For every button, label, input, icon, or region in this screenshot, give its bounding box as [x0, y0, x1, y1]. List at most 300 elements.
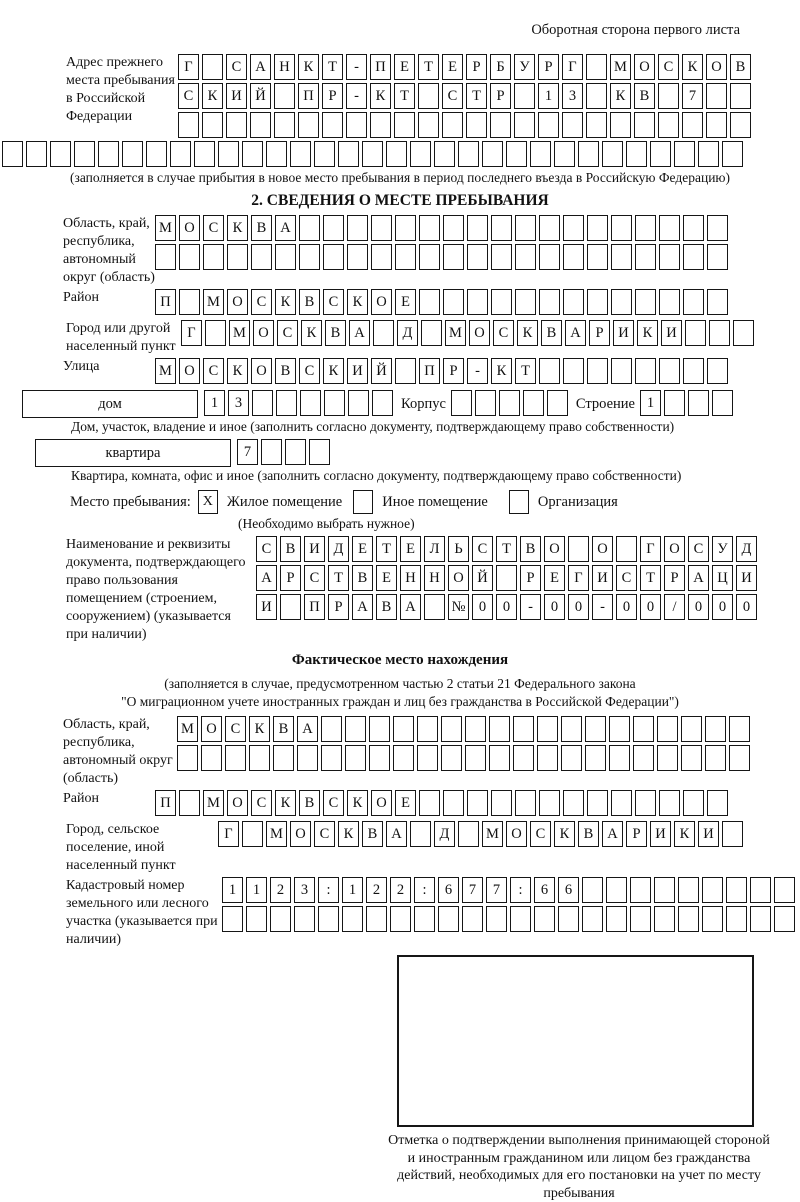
char-cell: А — [386, 821, 407, 847]
char-cell — [395, 244, 416, 270]
char-cell: 2 — [366, 877, 387, 903]
char-cell: 0 — [688, 594, 709, 620]
char-cell — [611, 790, 632, 816]
char-cell: О — [253, 320, 274, 346]
char-cell — [323, 244, 344, 270]
char-cell: 0 — [568, 594, 589, 620]
char-cell — [514, 83, 535, 109]
char-cell — [321, 716, 342, 742]
char-cell — [683, 244, 704, 270]
stay-type-option-other-premises: Иное помещение — [382, 493, 488, 510]
char-cell — [750, 906, 771, 932]
char-cell: К — [298, 54, 319, 80]
char-cell: И — [256, 594, 277, 620]
char-cell — [674, 141, 695, 167]
char-cell — [539, 215, 560, 241]
char-cell: О — [290, 821, 311, 847]
char-cell — [370, 112, 391, 138]
char-cell — [515, 215, 536, 241]
char-cell: Е — [400, 536, 421, 562]
char-cell — [635, 215, 656, 241]
char-cell — [626, 141, 647, 167]
char-cell: Г — [562, 54, 583, 80]
char-cell: Е — [442, 54, 463, 80]
char-cell — [558, 906, 579, 932]
previous-address-group — [0, 54, 800, 141]
char-cell — [467, 790, 488, 816]
char-cell — [202, 54, 223, 80]
char-cell — [707, 790, 728, 816]
char-cell: А — [352, 594, 373, 620]
char-cell: В — [273, 716, 294, 742]
char-cell — [611, 358, 632, 384]
char-cell — [458, 821, 479, 847]
previous-address-row-1 — [178, 54, 754, 80]
char-cell — [270, 906, 291, 932]
char-cell: К — [249, 716, 270, 742]
char-cell — [730, 83, 751, 109]
char-cell: М — [203, 790, 224, 816]
char-cell: К — [370, 83, 391, 109]
char-cell: 6 — [438, 877, 459, 903]
char-cell — [205, 320, 226, 346]
char-cell: С — [658, 54, 679, 80]
char-cell: М — [229, 320, 250, 346]
char-cell — [681, 745, 702, 771]
char-cell — [774, 906, 795, 932]
char-cell — [434, 141, 455, 167]
char-cell: - — [346, 83, 367, 109]
char-cell: Т — [376, 536, 397, 562]
char-cell — [299, 215, 320, 241]
char-cell — [482, 141, 503, 167]
char-cell: О — [201, 716, 222, 742]
char-cell — [722, 141, 743, 167]
char-cell — [633, 716, 654, 742]
cadastre-group — [0, 877, 800, 949]
char-cell: К — [227, 358, 248, 384]
char-cell: 1 — [538, 83, 559, 109]
char-cell — [616, 536, 637, 562]
char-cell — [273, 745, 294, 771]
char-cell — [201, 745, 222, 771]
actual-district-label: Район — [63, 791, 99, 806]
char-cell: Е — [395, 790, 416, 816]
char-cell: 1 — [640, 390, 661, 416]
char-cell: С — [178, 83, 199, 109]
apartment-cells — [237, 439, 333, 465]
char-cell: О — [544, 536, 565, 562]
char-cell — [386, 141, 407, 167]
char-cell — [299, 244, 320, 270]
char-cell — [227, 244, 248, 270]
char-cell: П — [155, 289, 176, 315]
char-cell — [491, 215, 512, 241]
char-cell: Р — [280, 565, 301, 591]
char-cell — [659, 790, 680, 816]
previous-address-label: Адрес прежнего места пребывания в Российской Федерации — [66, 55, 175, 124]
char-cell — [611, 215, 632, 241]
char-cell: - — [520, 594, 541, 620]
char-cell: № — [448, 594, 469, 620]
char-cell — [707, 289, 728, 315]
char-cell: Н — [274, 54, 295, 80]
char-cell — [562, 112, 583, 138]
char-cell: И — [698, 821, 719, 847]
char-cell — [242, 141, 263, 167]
char-cell: Д — [397, 320, 418, 346]
char-cell: С — [472, 536, 493, 562]
char-cell — [585, 716, 606, 742]
char-cell — [342, 906, 363, 932]
char-cell — [414, 906, 435, 932]
apartment-caption: Квартира, комната, офис и иное (заполнить согласно документу, подтверждающему право собственности) — [71, 468, 682, 483]
char-cell — [366, 906, 387, 932]
char-cell: 0 — [640, 594, 661, 620]
char-cell: Р — [443, 358, 464, 384]
char-cell — [683, 358, 704, 384]
char-cell — [467, 289, 488, 315]
char-cell: О — [251, 358, 272, 384]
char-cell: Г — [181, 320, 202, 346]
char-cell — [586, 112, 607, 138]
char-cell: С — [226, 54, 247, 80]
char-cell: Ц — [712, 565, 733, 591]
house-number-cells — [204, 390, 396, 416]
char-cell — [226, 112, 247, 138]
char-cell: С — [251, 289, 272, 315]
char-cell — [441, 745, 462, 771]
char-cell — [609, 716, 630, 742]
char-cell — [345, 745, 366, 771]
char-cell: / — [664, 594, 685, 620]
char-cell — [750, 877, 771, 903]
char-cell — [467, 244, 488, 270]
char-cell: К — [275, 289, 296, 315]
char-cell: С — [616, 565, 637, 591]
char-cell: 1 — [222, 877, 243, 903]
char-cell — [371, 244, 392, 270]
char-cell — [650, 141, 671, 167]
char-cell — [451, 390, 472, 416]
char-cell — [587, 244, 608, 270]
region-label: Область, край, республика, автономный округ (область) — [63, 216, 155, 285]
char-cell: К — [202, 83, 223, 109]
char-cell — [179, 790, 200, 816]
char-cell — [606, 906, 627, 932]
char-cell — [419, 244, 440, 270]
char-cell: 7 — [682, 83, 703, 109]
char-cell — [635, 244, 656, 270]
char-cell — [685, 320, 706, 346]
char-cell — [678, 906, 699, 932]
char-cell — [585, 745, 606, 771]
char-cell: Н — [424, 565, 445, 591]
char-cell: 6 — [558, 877, 579, 903]
title-document-row-3 — [256, 594, 760, 620]
char-cell — [225, 745, 246, 771]
char-cell — [729, 716, 750, 742]
char-cell — [586, 54, 607, 80]
confirmation-stamp-box — [397, 955, 754, 1127]
char-cell — [441, 716, 462, 742]
actual-location-caption-1: (заполняется в случае, предусмотренном частью 2 статьи 21 Федерального закона — [164, 676, 636, 691]
char-cell: Г — [640, 536, 661, 562]
char-cell — [373, 320, 394, 346]
char-cell: Л — [424, 536, 445, 562]
char-cell — [702, 877, 723, 903]
char-cell — [515, 289, 536, 315]
char-cell — [410, 821, 431, 847]
char-cell — [654, 877, 675, 903]
char-cell — [297, 745, 318, 771]
char-cell — [726, 877, 747, 903]
actual-city-label: Город, сельское поселение, иной населенный пункт — [66, 822, 176, 873]
char-cell: 7 — [237, 439, 258, 465]
region-group — [0, 215, 800, 287]
char-cell: В — [280, 536, 301, 562]
actual-location-title: Фактическое место нахождения — [291, 652, 509, 668]
char-cell — [587, 215, 608, 241]
char-cell — [611, 244, 632, 270]
char-cell — [664, 390, 685, 416]
char-cell — [707, 215, 728, 241]
char-cell: О — [371, 790, 392, 816]
char-cell: В — [730, 54, 751, 80]
char-cell — [242, 821, 263, 847]
char-cell: А — [400, 594, 421, 620]
char-cell: М — [266, 821, 287, 847]
char-cell — [442, 112, 463, 138]
char-cell: В — [520, 536, 541, 562]
char-cell: А — [565, 320, 586, 346]
char-cell — [50, 141, 71, 167]
char-cell — [443, 790, 464, 816]
char-cell: Б — [490, 54, 511, 80]
char-cell — [252, 390, 273, 416]
char-cell — [390, 906, 411, 932]
char-cell: 3 — [294, 877, 315, 903]
char-cell — [706, 83, 727, 109]
char-cell: Д — [736, 536, 757, 562]
char-cell: Р — [490, 83, 511, 109]
char-cell: - — [467, 358, 488, 384]
char-cell: С — [203, 215, 224, 241]
char-cell: С — [314, 821, 335, 847]
char-cell: С — [251, 790, 272, 816]
char-cell: 6 — [534, 877, 555, 903]
char-cell: К — [610, 83, 631, 109]
actual-region-row-1 — [177, 716, 753, 742]
char-cell — [730, 112, 751, 138]
char-cell — [659, 244, 680, 270]
char-cell — [496, 565, 517, 591]
confirmation-stamp-area — [385, 955, 773, 1202]
char-cell: П — [419, 358, 440, 384]
char-cell: М — [482, 821, 503, 847]
char-cell: 7 — [462, 877, 483, 903]
char-cell — [98, 141, 119, 167]
title-document-row-2 — [256, 565, 760, 591]
char-cell: А — [297, 716, 318, 742]
char-cell — [324, 390, 345, 416]
char-cell: К — [275, 790, 296, 816]
char-cell — [561, 716, 582, 742]
char-cell — [568, 536, 589, 562]
char-cell — [602, 141, 623, 167]
char-cell: М — [445, 320, 466, 346]
char-cell — [338, 141, 359, 167]
char-cell: В — [352, 565, 373, 591]
char-cell: Т — [496, 536, 517, 562]
char-cell: В — [362, 821, 383, 847]
char-cell — [489, 745, 510, 771]
char-cell: И — [226, 83, 247, 109]
char-cell: О — [634, 54, 655, 80]
char-cell: 0 — [472, 594, 493, 620]
char-cell — [563, 790, 584, 816]
char-cell — [218, 141, 239, 167]
char-cell: О — [664, 536, 685, 562]
actual-region-label: Область, край, республика, автономный округ (область) — [63, 717, 173, 786]
char-cell: И — [592, 565, 613, 591]
char-cell — [635, 289, 656, 315]
char-cell: 0 — [712, 594, 733, 620]
stroenie-cells — [640, 390, 736, 416]
char-cell — [610, 112, 631, 138]
char-cell: Ь — [448, 536, 469, 562]
house-caption: Дом, участок, владение и иное (заполнить согласно документу, подтверждающему право собственности) — [71, 419, 675, 434]
char-cell — [372, 390, 393, 416]
char-cell: Н — [400, 565, 421, 591]
char-cell — [547, 390, 568, 416]
char-cell — [275, 244, 296, 270]
char-cell: В — [376, 594, 397, 620]
char-cell — [417, 745, 438, 771]
char-cell — [563, 215, 584, 241]
char-cell — [683, 215, 704, 241]
char-cell — [538, 112, 559, 138]
char-cell — [561, 745, 582, 771]
char-cell — [563, 358, 584, 384]
stay-type-option-organization: Организация — [537, 493, 618, 510]
char-cell — [274, 112, 295, 138]
char-cell: Г — [178, 54, 199, 80]
char-cell — [438, 906, 459, 932]
district-label: Район — [63, 290, 99, 305]
char-cell: : — [414, 877, 435, 903]
char-cell — [202, 112, 223, 138]
char-cell: В — [325, 320, 346, 346]
char-cell — [274, 83, 295, 109]
char-cell — [514, 112, 535, 138]
char-cell: К — [347, 790, 368, 816]
char-cell: О — [371, 289, 392, 315]
previous-address-row-4 — [2, 141, 800, 167]
char-cell: Е — [352, 536, 373, 562]
char-cell: М — [177, 716, 198, 742]
title-document-row-1 — [256, 536, 760, 562]
char-cell — [251, 244, 272, 270]
char-cell — [418, 112, 439, 138]
char-cell — [298, 112, 319, 138]
char-cell: Й — [472, 565, 493, 591]
char-cell: С — [304, 565, 325, 591]
char-cell: В — [634, 83, 655, 109]
char-cell: 1 — [342, 877, 363, 903]
char-cell — [534, 906, 555, 932]
char-cell: А — [688, 565, 709, 591]
stay-type-hint: (Необходимо выбрать нужное) — [238, 516, 415, 531]
char-cell — [393, 745, 414, 771]
char-cell — [410, 141, 431, 167]
stroenie-label: Строение — [575, 396, 635, 412]
char-cell: Д — [434, 821, 455, 847]
char-cell: Г — [218, 821, 239, 847]
stay-type-checkbox-residential: X — [198, 490, 218, 514]
char-cell: К — [517, 320, 538, 346]
char-cell: П — [155, 790, 176, 816]
char-cell — [705, 745, 726, 771]
char-cell — [285, 439, 306, 465]
char-cell: С — [442, 83, 463, 109]
house-box: дом — [22, 390, 198, 418]
char-cell — [394, 112, 415, 138]
char-cell: Е — [395, 289, 416, 315]
char-cell — [658, 112, 679, 138]
char-cell — [290, 141, 311, 167]
char-cell: Р — [322, 83, 343, 109]
char-cell: Д — [328, 536, 349, 562]
char-cell — [659, 289, 680, 315]
char-cell: К — [682, 54, 703, 80]
char-cell — [635, 358, 656, 384]
char-cell — [475, 390, 496, 416]
char-cell — [222, 906, 243, 932]
char-cell — [443, 289, 464, 315]
char-cell — [513, 716, 534, 742]
char-cell — [630, 906, 651, 932]
char-cell — [490, 112, 511, 138]
char-cell — [707, 244, 728, 270]
char-cell: Р — [538, 54, 559, 80]
char-cell — [554, 141, 575, 167]
char-cell: Т — [328, 565, 349, 591]
char-cell: О — [179, 358, 200, 384]
char-cell — [722, 821, 743, 847]
char-cell — [322, 112, 343, 138]
char-cell: Е — [376, 565, 397, 591]
char-cell — [280, 594, 301, 620]
korpus-cells — [451, 390, 571, 416]
city-group — [0, 320, 800, 356]
char-cell: 7 — [486, 877, 507, 903]
char-cell — [506, 141, 527, 167]
char-cell — [491, 289, 512, 315]
char-cell — [179, 289, 200, 315]
char-cell — [369, 745, 390, 771]
stay-type-option-residential: Жилое помещение — [226, 493, 343, 510]
char-cell: Е — [544, 565, 565, 591]
char-cell: К — [338, 821, 359, 847]
char-cell: И — [347, 358, 368, 384]
char-cell — [346, 112, 367, 138]
char-cell — [657, 745, 678, 771]
char-cell: С — [323, 790, 344, 816]
char-cell — [523, 390, 544, 416]
city-label: Город или другой населенный пункт — [66, 321, 176, 354]
char-cell: 2 — [390, 877, 411, 903]
